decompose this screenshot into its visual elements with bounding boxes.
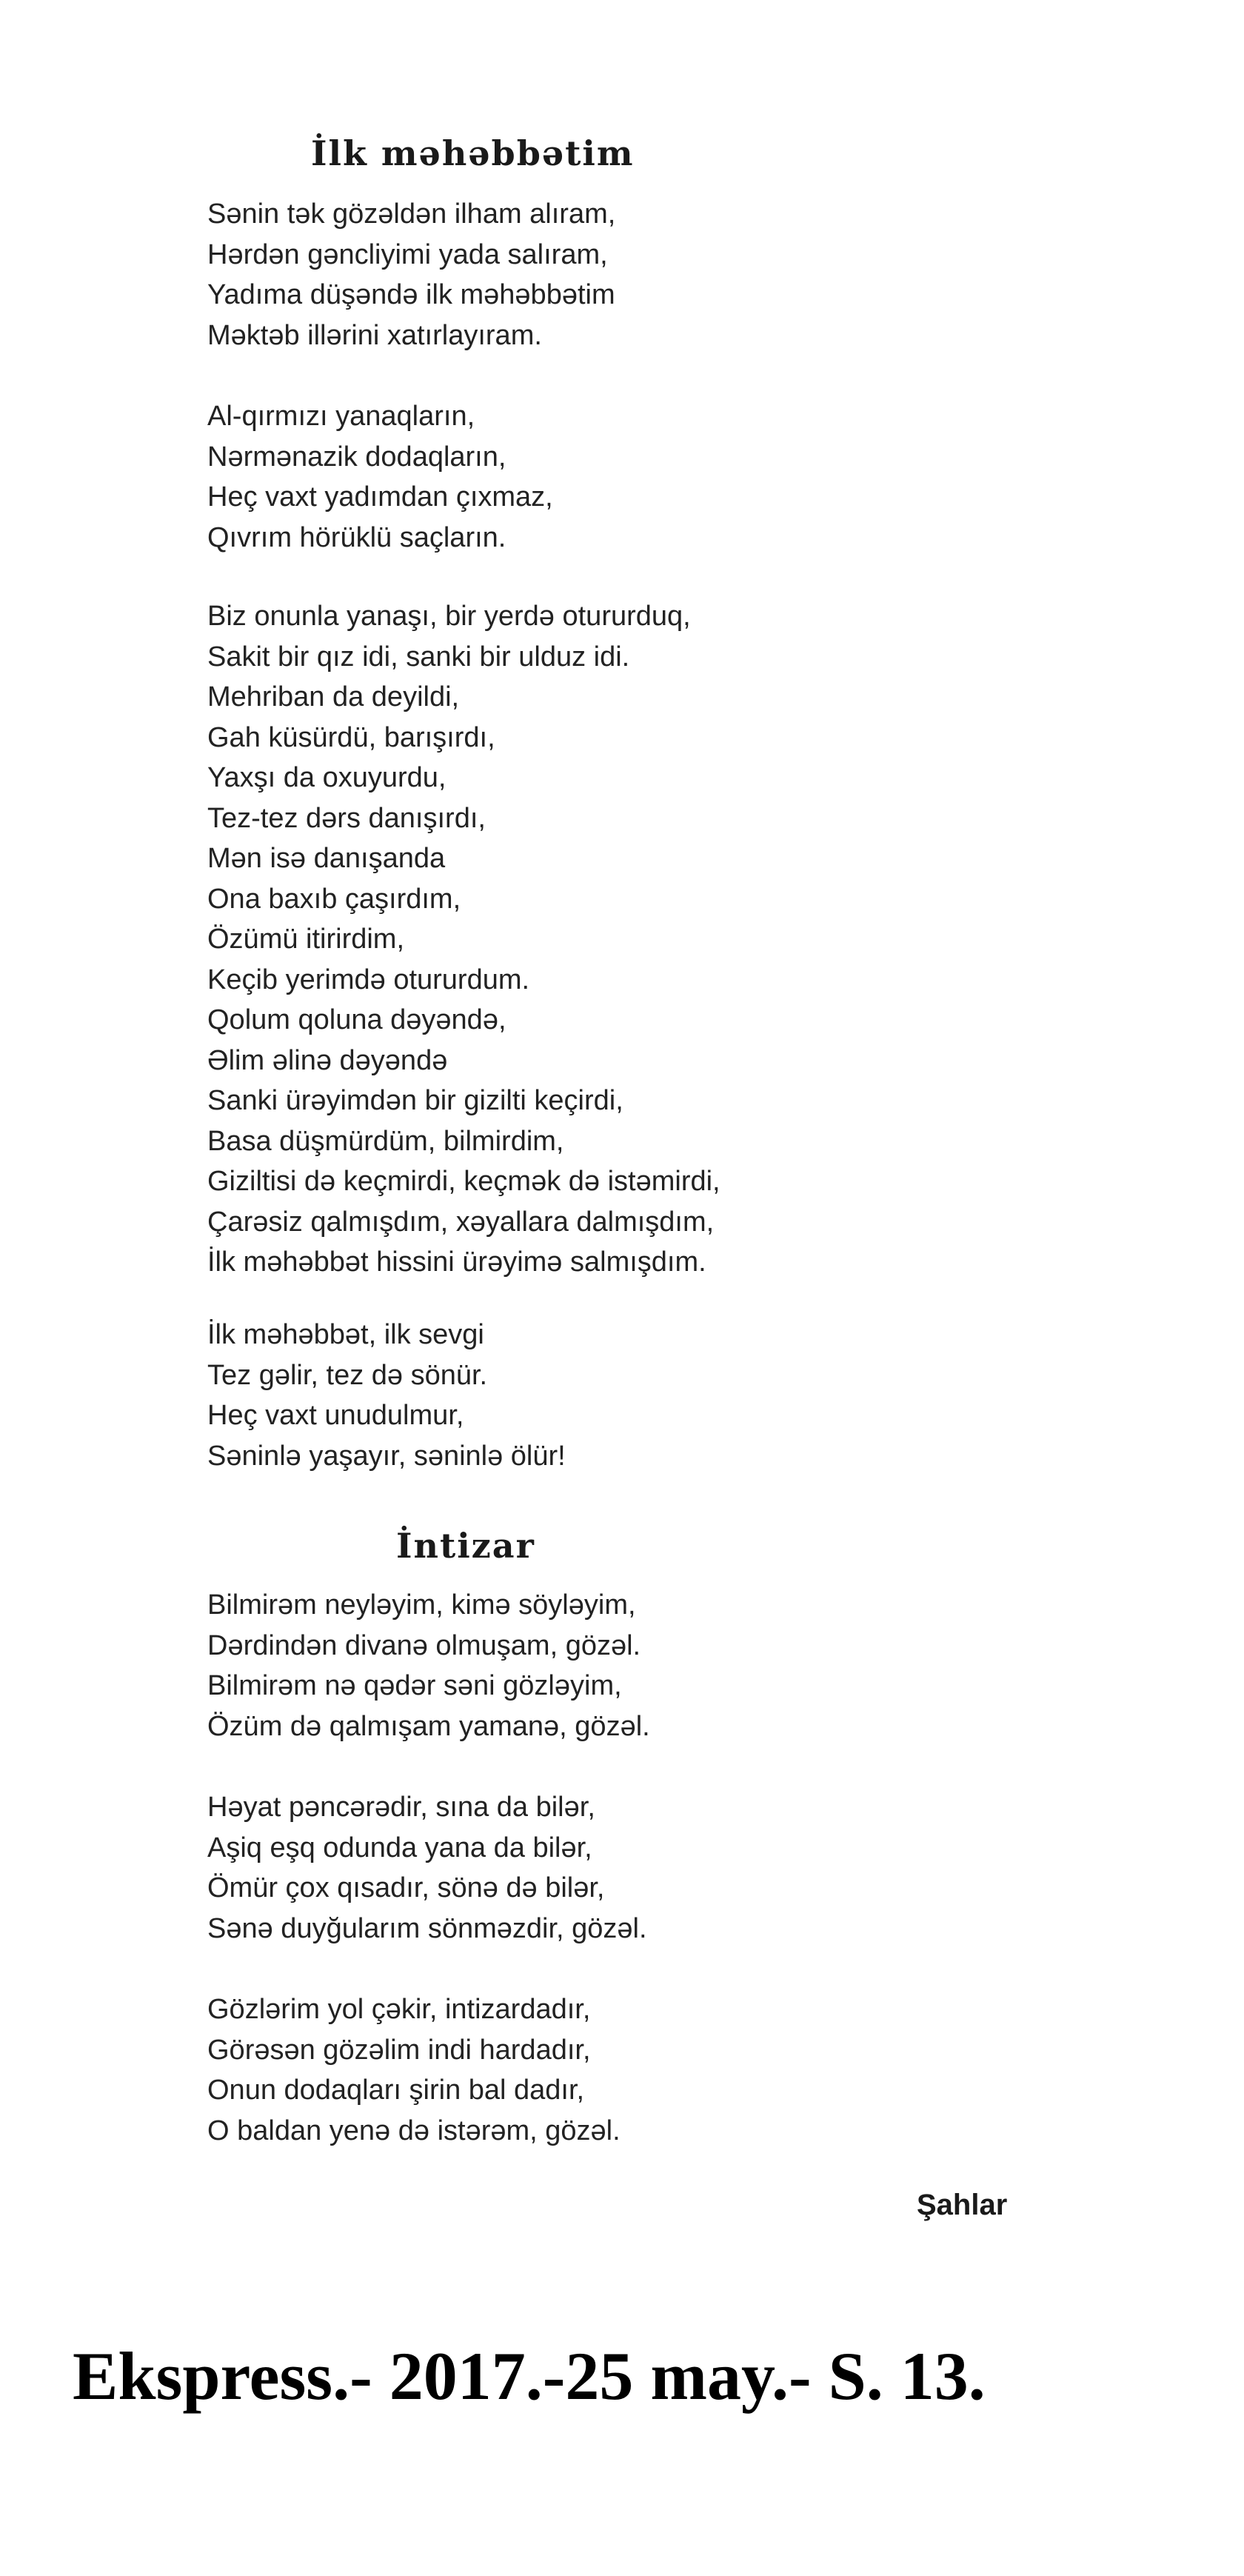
poem-line: Sanki ürəyimdən bir gizilti keçirdi, [207,1085,623,1116]
poem-line: Qolum qoluna dəyəndə, [207,1004,506,1035]
poem-line: Hərdən gəncliyimi yada salıram, [207,238,608,270]
poem-line: Mən isə danışanda [207,843,446,874]
poem-line: Görəsən gözəlim indi hardadır, [207,2034,591,2066]
source-citation: Ekspress.- 2017.-25 may.- S. 13. [73,2338,986,2414]
poem-line: Tez gəlir, tez də sönür. [207,1359,488,1391]
poem2-stanza-1 [207,1585,650,1746]
author-signature: Şahlar [917,2189,1008,2221]
poem-line: Həyat pəncərədir, sına da bilər, [207,1792,595,1823]
poem-line: Əlim əlinə dəyəndə [207,1044,448,1076]
poem2-stanza-3 [207,1989,621,2151]
poem-line: Mehriban da deyildi, [207,681,460,713]
poem-line: Dərdindən divanə olmuşam, gözəl. [207,1629,641,1661]
poem-line: O baldan yenə də istərəm, gözəl. [207,2115,621,2146]
poem-line: Özümü itirirdim, [207,924,405,955]
poem-line: Məktəb illərini xatırlayıram. [207,319,542,351]
poem-line: Qıvrım hörüklü saçların. [207,521,506,553]
poem-line: Sənə duyğularım sönməzdir, gözəl. [207,1912,647,1944]
poem-line: Onun dodaqları şirin bal dadır, [207,2075,585,2106]
poem-line: Özüm də qalmışam yamanə, gözəl. [207,1710,650,1742]
poem1-stanza-1 [207,194,615,356]
poem-line: Bilmirəm nə qədər səni gözləyim, [207,1670,622,1701]
poem1-stanza-2 [207,396,553,558]
poem-line: Heç vaxt unudulmur, [207,1400,464,1431]
poem-line: Sakit bir qız idi, sanki bir ulduz idi. [207,641,630,673]
poem-line: Yadıma düşəndə ilk məhəbbətim [207,279,615,310]
poem-line: Ömür çox qısadır, sönə də bilər, [207,1872,605,1903]
poem-line: Yaxşı da oxuyurdu, [207,762,447,793]
poem1-stanza-3 [207,596,720,1283]
poem-title-ilk-mehebbetim: İlk məhəbbətim [311,133,635,173]
poem-line: Nərmənazik dodaqların, [207,441,506,473]
poem-line: Bilmirəm neyləyim, kimə söyləyim, [207,1589,636,1621]
poem-line: İlk məhəbbət, ilk sevgi [207,1319,484,1350]
poem-line: Keçib yerimdə otururdum. [207,964,530,995]
poem-line: Aşiq eşq odunda yana da bilər, [207,1832,592,1863]
poem-line: Ona baxıb çaşırdım, [207,883,461,915]
poem-line: Giziltisi də keçmirdi, keçmək də istəmirdi, [207,1166,720,1197]
poem-line: İlk məhəbbət hissini ürəyimə salmışdım. [207,1247,706,1278]
poem-line: Basa düşmürdüm, bilmirdim, [207,1125,564,1157]
poem-line: Gözlərim yol çəkir, intizardadır, [207,1994,591,2025]
poem-line: Tez-tez dərs danışırdı, [207,802,486,834]
poem2-stanza-2 [207,1787,647,1949]
poem-line: Səninlə yaşayır, səninlə ölür! [207,1440,566,1472]
poem-line: Heç vaxt yadımdan çıxmaz, [207,481,553,513]
poem-line: Sənin tək gözəldən ilham alıram, [207,198,616,230]
poem-line: Biz onunla yanaşı, bir yerdə otururduq, [207,601,691,632]
poem-line: Çarəsiz qalmışdım, xəyallara dalmışdım, [207,1206,715,1238]
poem1-stanza-4 [207,1315,566,1476]
poem-line: Al-qırmızı yanaqların, [207,401,475,432]
poem-title-intizar: İntizar [396,1526,535,1566]
poem-line: Gah küsürdü, barışırdı, [207,721,495,753]
